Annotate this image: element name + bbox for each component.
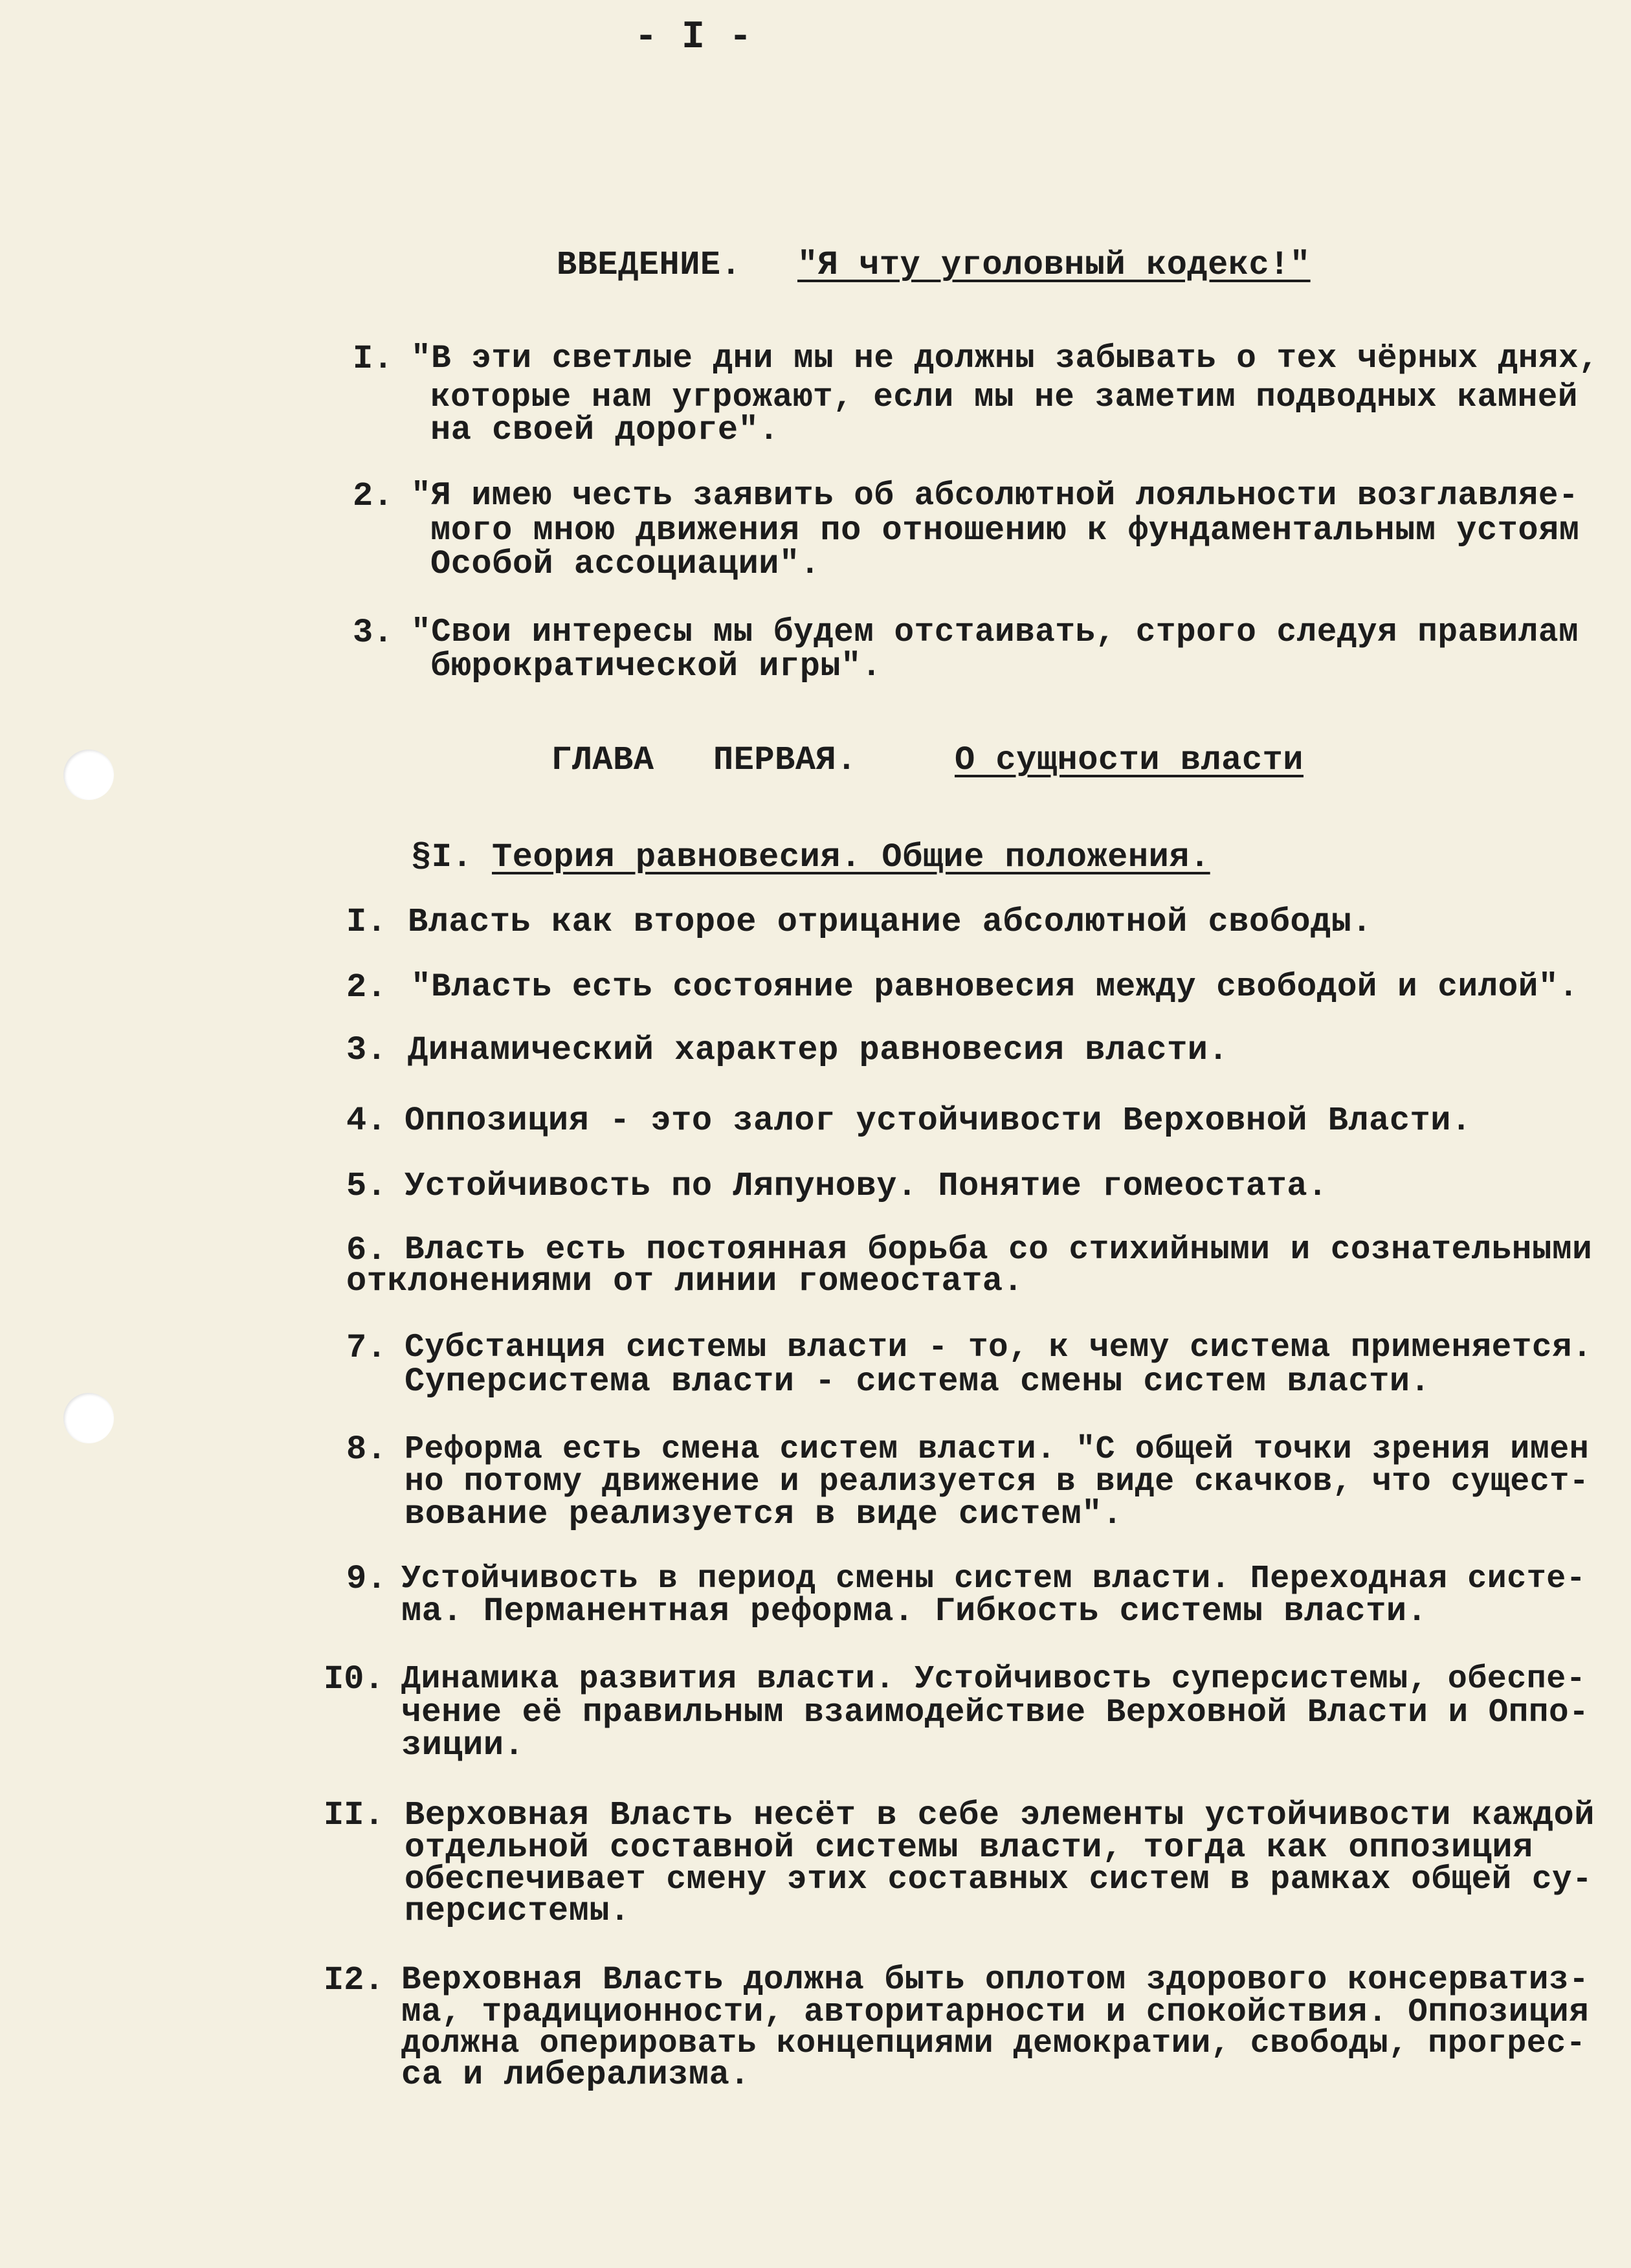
item-line: обеспечивает смену этих составных систем в рамках общей су- bbox=[405, 1862, 1593, 1898]
item-line: должна оперировать концепциями демократии, свободы, прогрес- bbox=[401, 2025, 1586, 2062]
chapter-ordinal: ПЕРВАЯ. bbox=[713, 741, 857, 779]
item-line: Суперсистема власти - система смены систем власти. bbox=[405, 1362, 1431, 1401]
item-line: Власть есть постоянная борьба со стихийными и сознательными bbox=[405, 1232, 1593, 1269]
intro-item-line: "Я имею честь заявить об абсолютной лояльности возглавляе- bbox=[411, 478, 1579, 515]
item-line: Устойчивость по Ляпунову. Понятие гомеостата. bbox=[405, 1167, 1328, 1205]
chapter-label: ГЛАВА bbox=[551, 741, 654, 779]
intro-item-num: I. bbox=[353, 340, 394, 378]
item-line: Верховная Власть должна быть оплотом здорового консерватиз- bbox=[401, 1962, 1590, 1999]
item-num: II. bbox=[324, 1796, 384, 1834]
item-line: Устойчивость в период смены систем власти. Переходная систе- bbox=[401, 1561, 1586, 1597]
item-line: "Власть есть состояние равновесия между свободой и силой". bbox=[411, 969, 1579, 1006]
item-line: вование реализуется в виде систем". bbox=[405, 1495, 1123, 1533]
item-line: Власть как второе отрицание абсолютной свободы. bbox=[408, 903, 1373, 941]
item-line: са и либерализма. bbox=[401, 2056, 750, 2094]
intro-item-line: которые нам угрожают, если мы не заметим подводных камней bbox=[430, 379, 1578, 416]
intro-item-line: Особой ассоциации". bbox=[430, 545, 821, 583]
intro-item-line: "В эти светлые дни мы не должны забывать о тех чёрных днях, bbox=[411, 340, 1599, 377]
intro-item-line: бюрократической игры". bbox=[430, 647, 882, 685]
item-line: ма, традиционности, авторитарности и спокойствия. Оппозиция bbox=[401, 1994, 1590, 2031]
item-num: 7. bbox=[346, 1329, 387, 1367]
item-line: ма. Перманентная реформа. Гибкость системы власти. bbox=[401, 1592, 1428, 1630]
intro-heading: ВВЕДЕНИЕ. bbox=[557, 246, 742, 284]
item-num: 2. bbox=[346, 968, 387, 1006]
item-line: Субстанция системы власти - то, к чему система применяется. bbox=[405, 1329, 1593, 1366]
punch-hole-bottom bbox=[63, 1393, 114, 1443]
chapter-title: О сущности власти bbox=[955, 741, 1304, 779]
item-num: I0. bbox=[324, 1660, 384, 1698]
item-line: отклонениями от линии гомеостата. bbox=[346, 1262, 1024, 1300]
section-number: §I. bbox=[411, 838, 473, 876]
item-num: 4. bbox=[346, 1102, 387, 1140]
item-line: Реформа есть смена систем власти. "С общей точки зрения имен bbox=[405, 1431, 1590, 1468]
intro-quote-title: "Я чту уголовный кодекс!" bbox=[797, 246, 1311, 284]
item-num: 5. bbox=[346, 1167, 387, 1205]
item-line: Динамический характер равновесия власти. bbox=[408, 1031, 1229, 1069]
item-num: I. bbox=[346, 903, 387, 941]
intro-item-num: 3. bbox=[353, 614, 394, 652]
punch-hole-top bbox=[63, 750, 114, 800]
item-num: I2. bbox=[324, 1961, 384, 1999]
section-title: Теория равновесия. Общие положения. bbox=[492, 838, 1210, 876]
item-num: 9. bbox=[346, 1560, 387, 1598]
item-line: но потому движение и реализуется в виде скачков, что сущест- bbox=[405, 1463, 1590, 1500]
item-line: чение её правильным взаимодействие Верховной Власти и Оппо- bbox=[401, 1695, 1590, 1731]
item-line: Динамика развития власти. Устойчивость суперсистемы, обеспе- bbox=[401, 1661, 1586, 1698]
item-line: Верховная Власть несёт в себе элементы устойчивости каждой bbox=[405, 1796, 1595, 1834]
intro-item-line: на своей дороге". bbox=[430, 411, 779, 449]
item-line: Оппозиция - это залог устойчивости Верховной Власти. bbox=[405, 1102, 1472, 1140]
intro-item-line: "Свои интересы мы будем отстаивать, строго следуя правилам bbox=[411, 614, 1579, 651]
item-line: персистемы. bbox=[405, 1892, 630, 1930]
item-num: 8. bbox=[346, 1430, 387, 1469]
item-line: отдельной составной системы власти, тогда как оппозиция bbox=[405, 1829, 1533, 1867]
intro-item-num: 2. bbox=[353, 477, 394, 515]
item-line: зиции. bbox=[401, 1726, 525, 1764]
page-number: - I - bbox=[634, 16, 753, 60]
item-num: 6. bbox=[346, 1231, 387, 1269]
intro-item-line: мого мною движения по отношению к фундаментальным устоям bbox=[430, 511, 1580, 550]
item-num: 3. bbox=[346, 1031, 387, 1069]
